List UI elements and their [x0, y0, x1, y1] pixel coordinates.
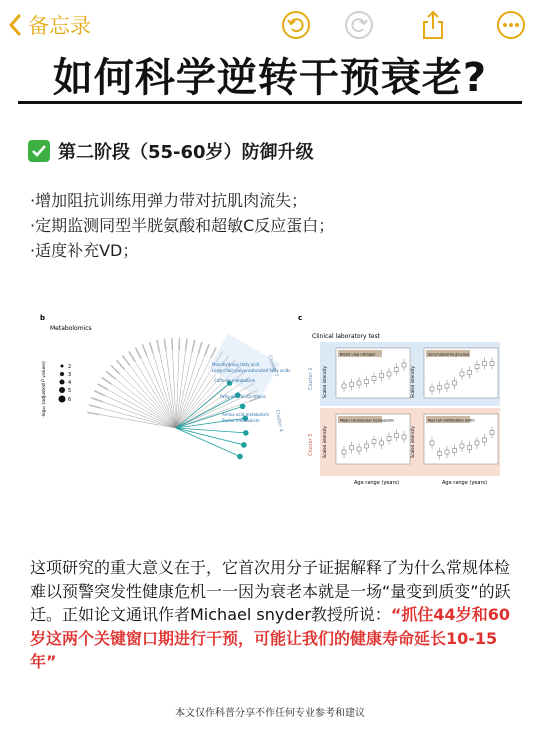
list-item: ·增加阻抗训练用弹力带对抗肌肉流失；	[30, 191, 308, 210]
box-body	[380, 441, 384, 445]
box-body	[483, 438, 487, 442]
box-body	[460, 372, 464, 376]
box-body	[438, 386, 442, 390]
box-body	[387, 437, 391, 441]
tree-branch	[172, 350, 176, 428]
box-body	[483, 362, 487, 366]
box-body	[468, 371, 472, 375]
body-paragraph	[30, 556, 514, 674]
tree-branch	[176, 358, 211, 428]
research-figure	[36, 308, 506, 486]
metabolite-label-stub	[94, 391, 105, 396]
cluster-2-label: Cluster 2	[266, 354, 280, 378]
tree-branch	[176, 365, 222, 428]
metabolite-label-stub	[164, 339, 166, 351]
box-body	[387, 372, 391, 376]
metabolite-label-stub	[199, 342, 202, 353]
tree-branch	[141, 358, 176, 428]
box-body	[402, 435, 406, 439]
metabolite-label-stub	[111, 366, 120, 374]
highlight-quote: “抓住44岁和60岁这两个关键窗口期进行干预，可能让我们的健康寿命延长10-15年”	[30, 605, 510, 671]
back-button[interactable]	[8, 10, 91, 40]
panel-b-section: Metabolomics	[50, 325, 92, 332]
metabolite-label-stub	[117, 360, 125, 369]
metabolite-label-stub	[91, 398, 102, 402]
x-axis-label-1: Age range (years)	[354, 480, 400, 486]
list-item: ·适度补充VD；	[30, 241, 139, 260]
tree-branch	[111, 384, 176, 428]
metabolite-label-stub	[186, 339, 187, 351]
box-body	[350, 446, 354, 450]
subpanel-title: Mean corpuscular hemoglobin	[340, 418, 395, 423]
cluster-5-row-label: Cluster 5	[308, 433, 314, 456]
more-icon[interactable]	[496, 10, 526, 40]
x-axis-label-2: Age range (years)	[442, 480, 488, 486]
svg-text:Fatty acid biosynthesis: Fatty acid biosynthesis	[220, 394, 266, 399]
svg-text:Scaled intensity: Scaled intensity	[322, 366, 327, 398]
section-heading	[28, 138, 314, 164]
bullet-list	[30, 188, 334, 263]
metabolite-label-stub	[192, 340, 194, 352]
box-body	[357, 447, 361, 451]
box-body	[357, 381, 361, 385]
box-body	[395, 368, 399, 372]
page-title: 如何科学逆转干预衰老?	[52, 55, 488, 101]
box-body	[342, 450, 346, 454]
box-body	[365, 444, 369, 448]
svg-text:3: 3	[68, 372, 72, 378]
tree-branch	[103, 402, 176, 428]
box-body	[468, 446, 472, 450]
metabolite-label-stub	[102, 377, 112, 384]
chevron-left-icon	[8, 14, 22, 36]
box-body	[342, 384, 346, 388]
cluster-4-label: Cluster 4	[274, 409, 284, 433]
subpanel-title: Serum/plasma glucose	[428, 352, 469, 357]
svg-text:Caffeine metabolism: Caffeine metabolism	[214, 378, 256, 383]
svg-text:Monohydroxy fatty acid: Monohydroxy fatty acid	[212, 362, 260, 367]
metabolite-label-stub	[150, 342, 154, 353]
box-body	[453, 381, 457, 385]
box-body	[395, 434, 399, 438]
metabolite-label-stub	[135, 348, 140, 359]
metabolite-label-stub	[123, 356, 130, 366]
svg-text:Amino acid metabolism: Amino acid metabolism	[222, 412, 270, 417]
box-body	[475, 441, 479, 445]
panel-b-letter: b	[40, 314, 46, 322]
box-body	[445, 450, 449, 454]
paragraph-text: 这项研究的重大意义在于，它首次用分子证据解释了为什么常规体检难以预警突发性健康危机一一因为衰老本就是一场“量变到质变”的跃迁。正如论文通讯作者Michael snyder教授所说：	[30, 558, 511, 624]
box-body	[372, 440, 376, 444]
box-body	[372, 377, 376, 381]
svg-text:2: 2	[68, 364, 72, 370]
box-body	[453, 449, 457, 453]
svg-text:Purine metabolism: Purine metabolism	[222, 418, 260, 423]
section-heading-text: 第二阶段（55-60岁）防御升级	[58, 142, 314, 163]
svg-text:Scaled intensity: Scaled intensity	[322, 426, 327, 458]
box-body	[430, 441, 434, 445]
svg-text:Scaled intensity: Scaled intensity	[410, 426, 415, 458]
tree-branch	[176, 355, 205, 428]
box-body	[490, 431, 494, 435]
svg-text:4: 4	[68, 380, 72, 386]
tree-branch	[147, 356, 176, 428]
box-body	[438, 452, 442, 456]
box-body	[430, 387, 434, 391]
panel-b-ylabel: -log₁₀ (adjusted P values)	[42, 361, 47, 418]
panel-c-title: Clinical laboratory test	[312, 333, 380, 340]
box-body	[445, 384, 449, 388]
check-mark-icon	[28, 140, 50, 162]
svg-text:6: 6	[68, 397, 72, 403]
metabolite-label-stub	[172, 338, 173, 350]
metabolite-label-stub	[89, 405, 101, 408]
metabolite-node	[243, 430, 249, 436]
metabolite-label-stub	[98, 384, 108, 390]
box-body	[402, 363, 406, 367]
box-body	[460, 444, 464, 448]
metabolite-node	[240, 404, 246, 410]
undo-icon[interactable]	[281, 10, 311, 40]
metabolite-label-stub	[157, 340, 160, 352]
size-legend	[59, 364, 72, 403]
back-label: 备忘录	[28, 14, 91, 38]
tree-branch	[125, 369, 176, 428]
box-body	[475, 365, 479, 369]
list-item: ·定期监测同型半胱氨酸和超敏C反应蛋白；	[30, 216, 335, 235]
svg-text:Long-chain polyunsaturated fat: Long-chain polyunsaturated fatty acids	[212, 368, 291, 373]
box-body	[490, 362, 494, 366]
metabolite-label-stub	[87, 412, 99, 414]
cluster-2-row-label: Cluster 2	[308, 367, 314, 390]
subpanel-title: Red cell distribution width	[428, 418, 475, 423]
metabolite-node	[237, 454, 243, 460]
subpanel-title: Blood urea nitrogen	[340, 352, 376, 357]
metabolite-label-stub	[142, 345, 146, 356]
svg-text:5: 5	[68, 388, 72, 394]
box-body	[380, 374, 384, 378]
box-body	[350, 383, 354, 387]
disclaimer-footer: 本文仅作科普分享不作任何专业参考和建议	[175, 708, 365, 719]
redo-icon[interactable]	[344, 10, 374, 40]
highlight-branch	[176, 428, 240, 456]
panel-c-letter: c	[298, 314, 303, 322]
share-icon[interactable]	[419, 10, 447, 40]
metabolite-label-stub	[129, 351, 135, 361]
svg-text:Scaled intensity: Scaled intensity	[410, 366, 415, 398]
title-underline	[18, 101, 522, 104]
box-body	[365, 380, 369, 384]
top-toolbar	[0, 0, 540, 50]
metabolite-label-stub	[106, 371, 115, 379]
metabolite-node	[241, 442, 247, 448]
tree-branch	[99, 414, 176, 428]
metabolite-label-stub	[205, 344, 209, 355]
